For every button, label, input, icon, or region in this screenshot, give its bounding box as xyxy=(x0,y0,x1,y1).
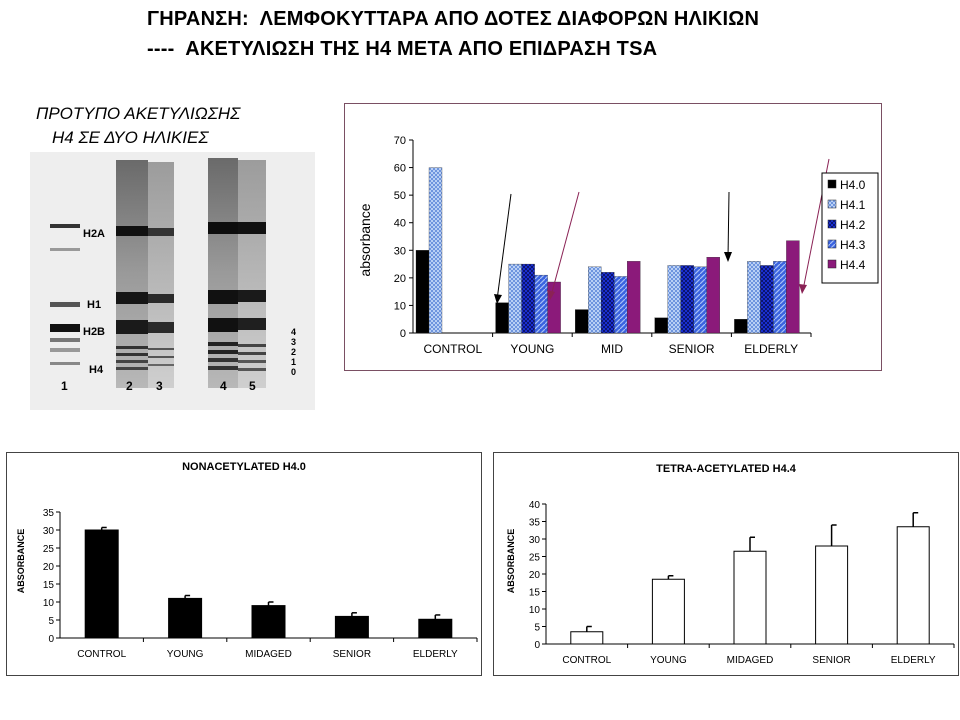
absorbance-chart-category-elderly: ELDERLY xyxy=(744,342,799,356)
legend-swatch-h4-0 xyxy=(828,180,836,188)
bar-mid-h4-2 xyxy=(601,272,614,333)
bar-mid-h4-0 xyxy=(575,310,588,333)
tetraacetylated-category-control: CONTROL xyxy=(562,655,612,666)
legend-swatch-h4-3 xyxy=(828,240,836,248)
bar-young-h4-3 xyxy=(535,275,548,333)
gel-lane-2 xyxy=(116,160,148,388)
tetraacetylated-ytick-label: 0 xyxy=(534,640,540,651)
absorbance-chart-ytick-label: 70 xyxy=(393,135,406,147)
gel-lane-label-5: 5 xyxy=(249,379,256,393)
legend-label-h4-1: H4.1 xyxy=(840,198,866,212)
legend-label-h4-3: H4.3 xyxy=(840,238,866,252)
bar-mid-h4-3 xyxy=(614,276,627,333)
tetraacetylated-bar-young xyxy=(652,579,684,644)
gel-lane-5 xyxy=(238,160,266,388)
nonacetylated-ytick-label: 20 xyxy=(42,562,54,573)
gel-band-label-h2a: H2A xyxy=(83,228,106,240)
page-title-line-1: ΓΗΡΑΝΣΗ: ΛΕΜΦΟΚΥΤΤΑΡΑ ΑΠΟ ΔΟΤΕΣ ΔΙΑΦΟΡΩΝ ΗΛΙΚΙΩΝ xyxy=(147,8,760,30)
absorbance-chart-category-control: CONTROL xyxy=(423,342,483,356)
bar-elderly-h4-1 xyxy=(747,261,760,333)
absorbance-chart-plot xyxy=(394,135,811,356)
absorbance-chart-ytick-label: 20 xyxy=(393,272,406,285)
tetraacetylated-ytick-label: 35 xyxy=(528,517,540,529)
nonacetylated-bar-midaged xyxy=(252,606,285,638)
absorbance-chart-ytick-label: 10 xyxy=(393,300,406,313)
nonacetylated-ytick-label: 0 xyxy=(48,634,54,645)
tetraacetylated-ytick-label: 30 xyxy=(528,535,540,546)
bar-senior-h4-0 xyxy=(655,318,668,333)
legend-swatch-h4-4 xyxy=(828,260,836,268)
tetraacetylated-ytick-label: 40 xyxy=(528,500,540,511)
nonacetylated-ytick-label: 30 xyxy=(42,526,54,537)
nonacetylated-category-senior: SENIOR xyxy=(332,649,372,660)
legend-swatch-h4-2 xyxy=(828,220,836,228)
tetraacetylated-ytick-label: 5 xyxy=(534,622,540,634)
nonacetylated-ytick-label: 10 xyxy=(42,598,54,609)
tetraacetylated-category-elderly: ELDERLY xyxy=(890,655,936,666)
bar-young-h4-1 xyxy=(509,264,522,333)
gel-acetyl-label-1: 1 xyxy=(291,357,297,367)
tetraacetylated-bar-control xyxy=(571,632,603,644)
tetraacetylated-ytick-label: 25 xyxy=(528,552,540,564)
nonacetylated-ytick-label: 5 xyxy=(48,616,54,627)
gel-lane-3 xyxy=(148,162,174,388)
bar-senior-h4-2 xyxy=(681,265,694,333)
tetraacetylated-category-midaged: MIDAGED xyxy=(726,655,774,666)
bar-senior-h4-3 xyxy=(694,267,707,333)
nonacetylated-category-young: YOUNG xyxy=(166,649,204,660)
gel-band-label-h1: H1 xyxy=(87,299,102,311)
legend-label-h4-0: H4.0 xyxy=(840,178,866,192)
nonacetylated-category-midaged: MIDAGED xyxy=(245,649,292,660)
bar-elderly-h4-4 xyxy=(786,241,799,333)
absorbance-chart-ytick-label: 50 xyxy=(393,190,406,203)
tetraacetylated-h44-chart-panel xyxy=(493,452,959,676)
nonacetylated-ytick-label: 25 xyxy=(42,544,54,555)
nonacetylated-bar-young xyxy=(169,598,202,638)
legend-swatch-h4-1 xyxy=(828,200,836,208)
bar-elderly-h4-3 xyxy=(773,261,786,333)
gel-acetyl-label-3: 3 xyxy=(291,337,297,347)
tetraacetylated-ytick-label: 20 xyxy=(528,570,540,581)
nonacetylated-h40-chart xyxy=(7,453,481,675)
tetraacetylated-bar-senior xyxy=(816,546,848,644)
absorbance-chart-ytick-label: 40 xyxy=(393,217,406,230)
absorbance-chart-category-young: YOUNG xyxy=(510,342,555,356)
tetraacetylated-h44-chart xyxy=(494,453,958,675)
gel-acetyl-label-2: 2 xyxy=(291,347,297,357)
absorbance-grouped-bar-chart xyxy=(344,103,882,371)
bar-senior-h4-4 xyxy=(707,257,720,333)
tetraacetylated-chart-title: TETRA-ACETYLATED H4.4 xyxy=(656,463,796,475)
nonacetylated-ytick-label: 15 xyxy=(42,580,54,591)
page-title-line-2: ---- ΑΚΕΤΥΛΙΩΣΗ ΤΗΣ Η4 ΜΕΤΑ ΑΠΟ ΕΠΙΔΡΑΣΗ TSA xyxy=(147,38,658,60)
gel-lane-label-3: 3 xyxy=(156,379,163,393)
gel-band-label-h4: H4 xyxy=(89,364,104,376)
gel-caption-line-2: Η4 ΣΕ ΔΥΟ ΗΛΙΚΙΕΣ xyxy=(52,128,209,147)
bar-elderly-h4-0 xyxy=(734,319,747,333)
nonacetylated-h40-chart-panel xyxy=(6,452,482,676)
nonacetylated-chart-title: NONACETYLATED H4.0 xyxy=(182,461,306,473)
legend-label-h4-4: H4.4 xyxy=(840,258,866,272)
bar-control-h4-0 xyxy=(416,250,429,333)
tetraacetylated-bar-midaged xyxy=(734,551,766,644)
nonacetylated-chart-ylabel: ABSORBANCE xyxy=(16,528,26,594)
nonacetylated-bar-elderly xyxy=(419,619,452,638)
tetraacetylated-chart-ylabel: ABSORBANCE xyxy=(506,528,516,594)
gel-lane-label-4: 4 xyxy=(220,379,227,393)
absorbance-chart-category-mid: MID xyxy=(601,342,623,356)
bar-elderly-h4-2 xyxy=(760,265,773,333)
absorbance-chart-svg xyxy=(345,104,881,370)
nonacetylated-bar-senior xyxy=(335,616,368,638)
gel-lane-label-2: 2 xyxy=(126,379,133,393)
tetraacetylated-ytick-label: 10 xyxy=(528,605,540,616)
bar-young-h4-0 xyxy=(496,303,509,333)
nonacetylated-category-control: CONTROL xyxy=(77,649,127,660)
tetraacetylated-bar-elderly xyxy=(897,527,929,644)
gel-acetyl-label-0: 0 xyxy=(291,367,297,377)
gel-band-label-h2b: H2B xyxy=(83,326,106,338)
bar-mid-h4-1 xyxy=(588,267,601,333)
gel-acetyl-label-4: 4 xyxy=(291,327,297,337)
tetraacetylated-chart-plot xyxy=(529,500,954,666)
tetraacetylated-ytick-label: 15 xyxy=(528,587,540,599)
nonacetylated-category-elderly: ELDERLY xyxy=(412,649,458,660)
absorbance-chart-ytick-label: 30 xyxy=(393,245,406,258)
bar-young-h4-2 xyxy=(522,264,535,333)
nonacetylated-ytick-label: 35 xyxy=(42,508,54,519)
nonacetylated-chart-plot xyxy=(43,508,477,660)
absorbance-chart-ytick-label: 60 xyxy=(393,162,406,175)
absorbance-chart-ylabel: absorbance xyxy=(357,203,373,277)
bar-mid-h4-4 xyxy=(627,261,640,333)
gel-lane-4 xyxy=(208,158,238,388)
gel-caption-line-1: ΠΡΟΤΥΠΟ ΑΚΕΤΥΛΙΩΣΗΣ xyxy=(36,104,241,123)
bar-control-h4-1 xyxy=(429,168,442,333)
absorbance-chart-legend xyxy=(822,173,878,283)
tetraacetylated-category-senior: SENIOR xyxy=(812,655,851,666)
legend-label-h4-2: H4.2 xyxy=(840,218,866,232)
absorbance-chart-category-senior: SENIOR xyxy=(668,342,715,356)
gel-electrophoresis-image xyxy=(30,152,315,410)
gel-lane-label-1: 1 xyxy=(61,379,68,393)
bar-young-h4-4 xyxy=(548,282,561,333)
bar-senior-h4-1 xyxy=(668,265,681,333)
absorbance-chart-ytick-label: 0 xyxy=(399,328,406,340)
nonacetylated-bar-control xyxy=(85,530,118,638)
tetraacetylated-category-young: YOUNG xyxy=(650,655,687,666)
